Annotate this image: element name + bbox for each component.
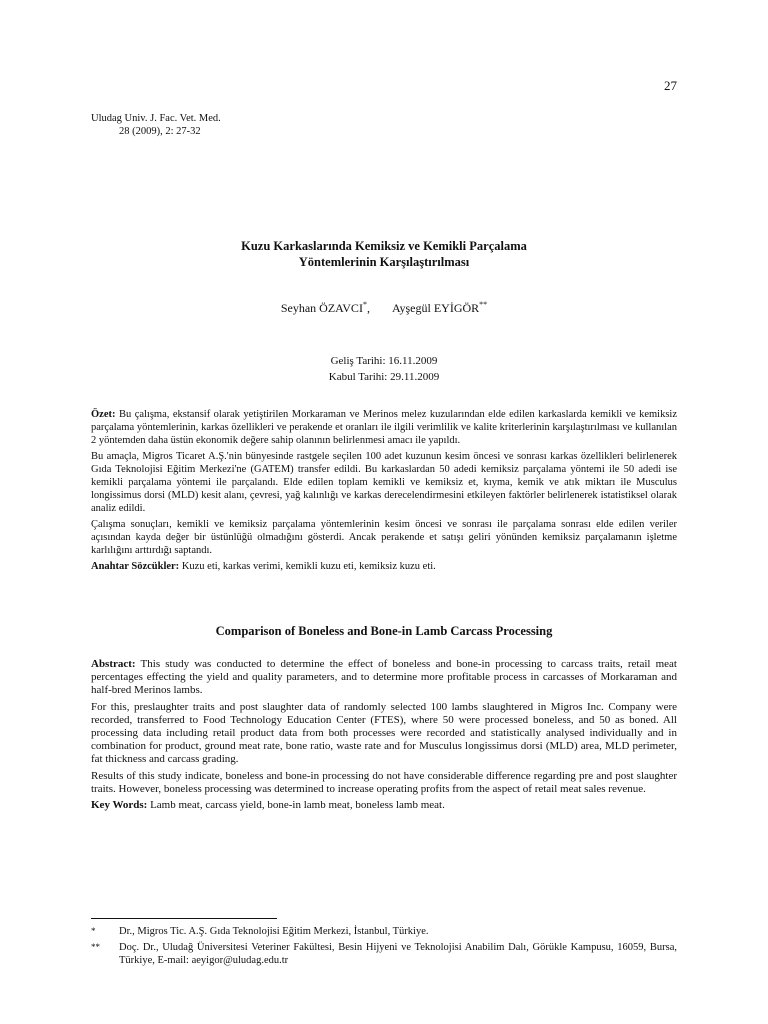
abstract-paragraph-2: For this, preslaughter traits and post slaughter data of randomly selected 100 lambs slaughtered in Migros Inc. Company were recorded, transferred to Food Technology Education Center (FTES), where 50 were processed boneless, and 50 as boned. All processing data including retail product data from both processes were recorded and statistically analysed individually and in combination for product, ground meat rate, bone ratio, waste rate and for Musculus longissimus dorsi (MLD) area, MLD perimeter, fat thickness and carcass grading. (91, 700, 677, 766)
received-date: Geliş Tarihi: 16.11.2009 (330, 355, 438, 367)
footnotes (91, 925, 677, 970)
abstract-paragraph-1 (91, 658, 677, 698)
english-keywords (91, 799, 677, 812)
title-line-2: Yöntemlerinin Karşılaştırılması (298, 255, 470, 269)
abstract-text-1: This study was conducted to determine the effect of boneless and bone-in processing to carcass traits, retail meat percentages effecting the yield and quality parameters, and to determine more profitable process in carcasses of Morkaraman and half-bred Merinos lambs. (91, 658, 677, 697)
footnote-2 (91, 941, 677, 968)
page-number: 27 (664, 78, 677, 93)
footnote-1 (91, 925, 677, 939)
keywords-label-tr: Anahtar Sözcükler: (91, 561, 180, 572)
footnote-2-mark: ** (91, 941, 100, 952)
ozet-paragraph-2: Bu amaçla, Migros Ticaret A.Ş.'nin bünyesinde rastgele seçilen 100 adet kuzunun kesim öncesi ve sonrası karkas özellikleri belirlenerek Gıda Teknolojisi Eğitim Merkezi'ne (GATEM) transfer edildi. Bu karkaslardan 50 adedi kemiksiz parçalama yöntemi ile 50 adedi ise kemikli parçalama yöntemi ile parçalandı. Elde edilen toplam kemikli ve kemiksiz et, kıyma, kemik ve atık miktarı ile Musculus longissimus dorsi (MLD) kesit alanı, çevresi, yağ kalınlığı ve karkas derecelendirmesini etkileyen faktörler belirlenerek istatistiksel olarak analiz edildi. (91, 451, 677, 514)
author-2: Ayşegül EYİGÖR (391, 301, 480, 315)
author-1-mark: * (362, 300, 367, 309)
author-2-mark: ** (479, 300, 488, 309)
article-dates (91, 353, 677, 385)
ozet-text-1: Bu çalışma, ekstansif olarak yetiştirilen Morkaraman ve Merinos melez kuzularından elde edilen karkaslarda kemikli ve kemiksiz parçalama yöntemlerinin, karkas özellikleri ve perakende et oranları ile ilgili verimlilik ve kalite kriterlerinin karşılaştırılması ve kullanılan 2 yöntemden daha üstün ekonomik değere sahip olanının belirlenmesi amacı ile yapıldı. (91, 409, 677, 446)
english-abstract (91, 658, 677, 815)
english-title: Comparison of Boneless and Bone-in Lamb Carcass Processing (215, 624, 553, 638)
authors (91, 300, 677, 316)
footnote-2-text: Doç. Dr., Uludağ Üniversitesi Veteriner Fakültesi, Besin Hijyeni ve Teknolojisi Anabilim Dalı, Görükle Kampusu, 16059, Bursa, Türkiye, E-mail: aeyigor@uludag.edu.tr (119, 941, 677, 966)
abstract-label: Abstract: (91, 658, 136, 670)
footnote-divider (91, 918, 277, 919)
turkish-keywords (91, 560, 677, 573)
keywords-text-tr: Kuzu eti, karkas verimi, kemikli kuzu eti, kemiksiz kuzu eti. (179, 561, 436, 572)
ozet-paragraph-1 (91, 408, 677, 447)
turkish-summary (91, 408, 677, 576)
accepted-date: Kabul Tarihi: 29.11.2009 (328, 371, 440, 383)
author-1: Seyhan ÖZAVCI (280, 301, 363, 315)
author-separator: , (366, 301, 370, 315)
footnote-1-mark: * (91, 926, 96, 936)
journal-volume: 28 (2009), 2: 27-32 (119, 126, 201, 137)
keywords-text-en: Lamb meat, carcass yield, bone-in lamb meat, boneless lamb meat. (147, 799, 445, 812)
footnote-1-text: Dr., Migros Tic. A.Ş. Gıda Teknolojisi Eğitim Merkezi, İstanbul, Türkiye. (119, 926, 429, 937)
journal-citation (91, 112, 221, 138)
journal-name: Uludag Univ. J. Fac. Vet. Med. (91, 113, 221, 124)
abstract-paragraph-3: Results of this study indicate, boneless and bone-in processing do not have considerable difference regarding pre and post slaughter traits. However, boneless processing was determined to increase operating profits from the aspect of retail meat sales revenue. (91, 769, 677, 795)
ozet-paragraph-3: Çalışma sonuçları, kemikli ve kemiksiz parçalama yöntemlerinin kesim öncesi ve sonrası ile parçalama sonrası elde edilen veriler açısından kayda değer bir üstünlüğü olmadığını gösterdi. Ancak perakende et satışı geliri yönünden kemiksiz parçalamanın işletme karlılığını arttırdığı saptandı. (91, 519, 677, 556)
keywords-label-en: Key Words: (91, 799, 148, 812)
article-title (91, 238, 677, 270)
title-line-1: Kuzu Karkaslarında Kemiksiz ve Kemikli Parçalama (241, 239, 527, 253)
ozet-label: Özet: (91, 409, 116, 420)
